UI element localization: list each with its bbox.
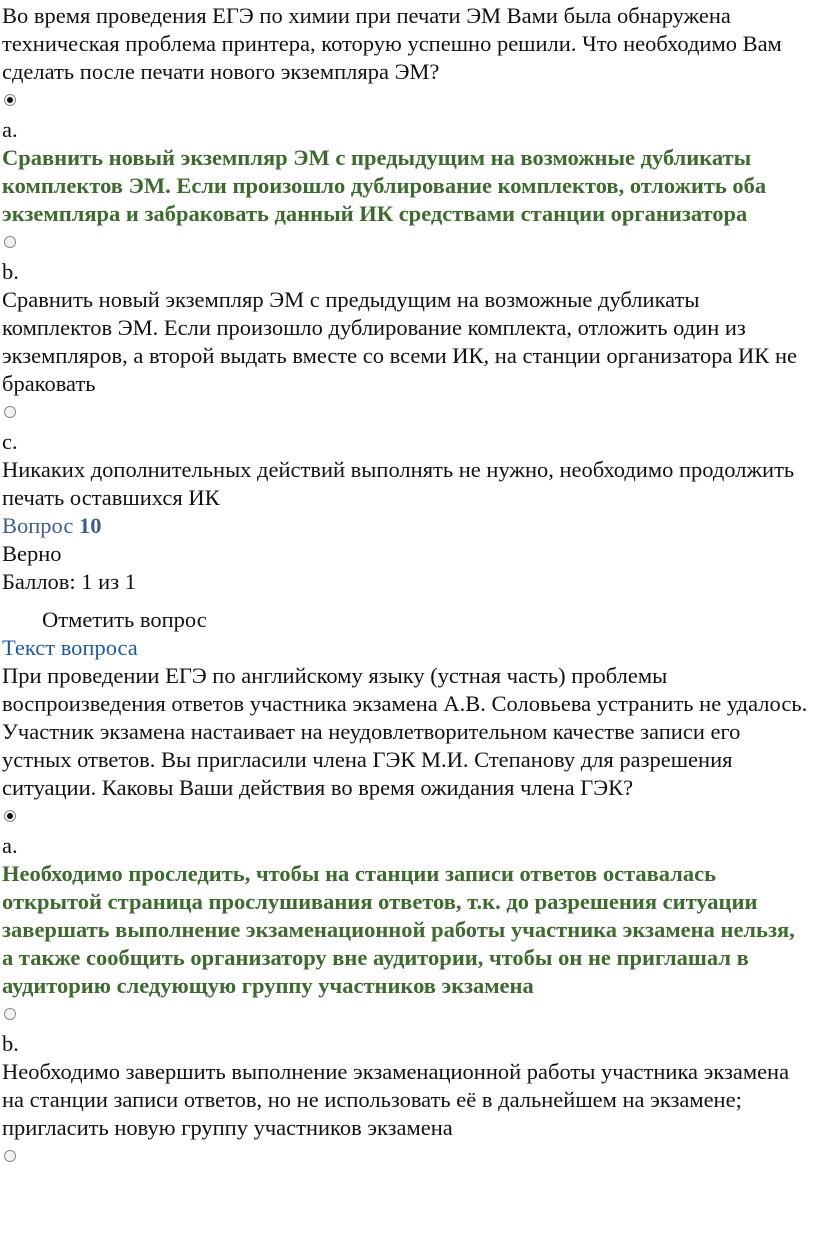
option-a-radio[interactable] (4, 94, 16, 106)
question-label: Вопрос (2, 513, 74, 538)
q10-option-c-radio[interactable] (4, 1150, 16, 1162)
q10-option-b-text: Необходимо завершить выполнение экзаменационной работы участника экзамена на станции записи ответов, но не использовать её в дальнейшем на экзамене; пригласить новую группу участников экзамена (2, 1059, 790, 1140)
question-10-text: При проведении ЕГЭ по английскому языку (устная часть) проблемы воспроизведения ответов участника экзамена А.В. Соловьева устранить не удалось. Участник экзамена настаивает на неудовлетворительном качестве записи его устных ответов. Вы пригласили члена ГЭК М.И. Степанову для разрешения ситуации. Каковы Ваши действия во время ожидания члена ГЭК? (2, 663, 808, 800)
question-status: Верно (2, 541, 62, 566)
q10-option-a-radio[interactable] (4, 810, 16, 822)
q10-option-a-letter: a. (2, 833, 18, 858)
q10-option-b-letter: b. (2, 1031, 19, 1056)
option-b-letter: b. (2, 259, 19, 284)
option-c-letter: c. (2, 429, 18, 454)
option-a-text: Сравнить новый экземпляр ЭМ с предыдущим на возможные дубликаты комплектов ЭМ. Если произошло дублирование комплектов, отложить оба экземпляра и забраковать данный ИК средствами станции организатора (2, 145, 767, 226)
flag-question-link[interactable]: Отметить вопрос (42, 607, 207, 632)
option-a-letter: a. (2, 117, 18, 142)
question-10-heading (2, 512, 810, 540)
question-score: Баллов: 1 из 1 (2, 569, 136, 594)
question-number: 10 (78, 513, 102, 538)
q10-option-a-text: Необходимо проследить, чтобы на станции записи ответов оставалась открытой страница прослушивания ответов, т.к. до разрешения ситуации завершать выполнение экзаменационной работы участника экзамена нельзя, а также сообщить организатору вне аудитории, чтобы он не приглашал в аудиторию следующую группу участников экзамена (2, 861, 795, 998)
question-9-text: Во время проведения ЕГЭ по химии при печати ЭМ Вами была обнаружена техническая проблема принтера, которую успешно решили. Что необходимо Вам сделать после печати нового экземпляра ЭМ? (2, 3, 782, 84)
option-b-radio[interactable] (4, 236, 16, 248)
question-text-label: Текст вопроса (2, 635, 138, 660)
option-c-text: Никаких дополнительных действий выполнять не нужно, необходимо продолжить печать оставшихся ИК (2, 457, 795, 510)
q10-option-b-radio[interactable] (4, 1008, 16, 1020)
option-c-radio[interactable] (4, 406, 16, 418)
option-b-text: Сравнить новый экземпляр ЭМ с предыдущим на возможные дубликаты комплектов ЭМ. Если произошло дублирование комплекта, отложить один из экземпляров, а второй выдать вместе со всеми ИК, на станции организатора ИК не браковать (2, 287, 797, 396)
